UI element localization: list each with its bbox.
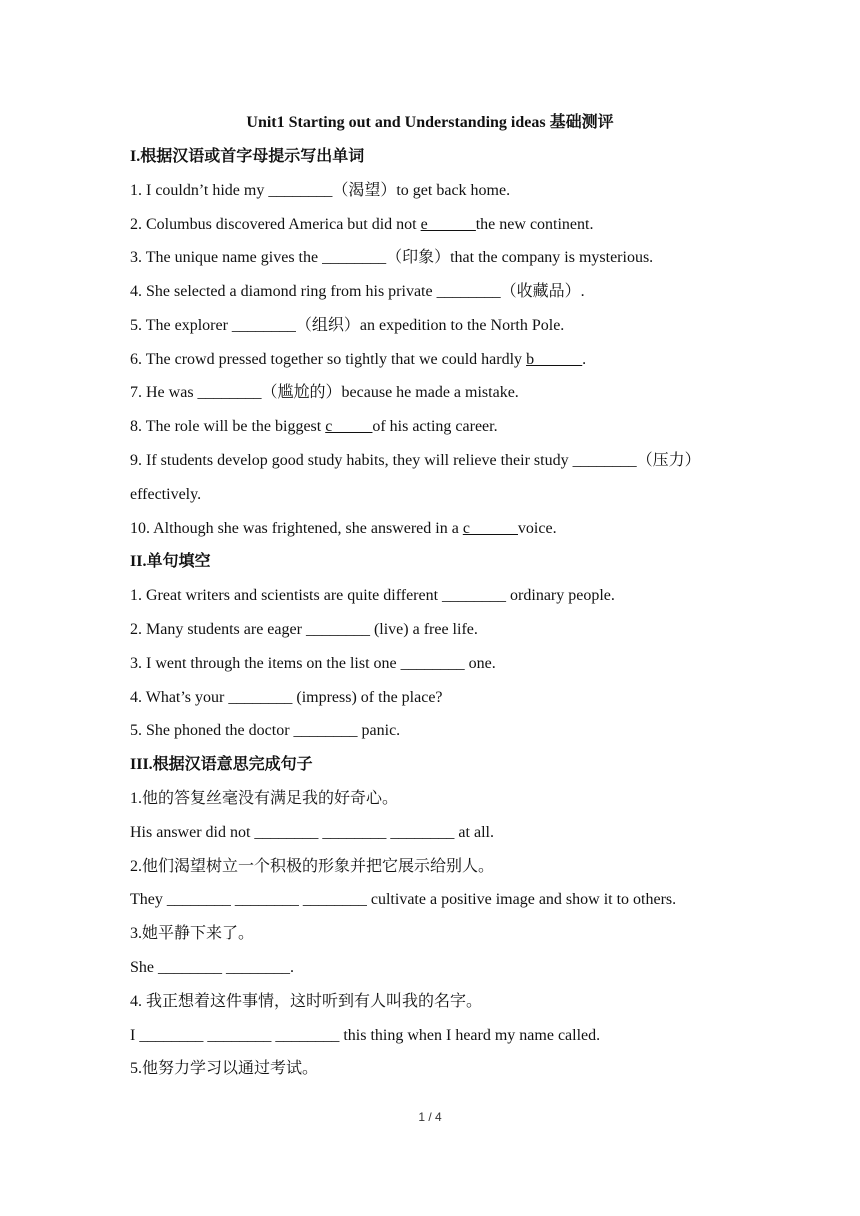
s2-item-2: 2. Many students are eager ________ (live) a free life.: [130, 621, 478, 638]
s1-item-2: [130, 214, 760, 236]
s2-item-5: 5. She phoned the doctor ________ panic.: [130, 722, 401, 739]
s2-item-1: 1. Great writers and scientists are quite different ________ ordinary people.: [130, 587, 615, 604]
s1-item-10-blank: c______: [462, 520, 518, 537]
s1-item-3: 3. The unique name gives the ________（印象）that the company is mysterious.: [130, 249, 654, 266]
s1-item-6-post: .: [582, 351, 587, 368]
s1-item-5: 5. The explorer ________（组织）an expedition to the North Pole.: [130, 317, 565, 334]
s1-item-10-pre: 10. Although she was frightened, she answered in a: [130, 520, 463, 537]
s1-item-1: 1. I couldn’t hide my ________（渴望）to get back home.: [130, 182, 511, 199]
s1-item-7: 7. He was ________（尴尬的）because he made a mistake.: [130, 384, 519, 401]
s1-item-8-blank: c_____: [325, 418, 373, 435]
s3-item-2-en: They ________ ________ ________ cultivate a positive image and show it to others.: [130, 891, 677, 908]
s3-item-1-en: His answer did not ________ ________ ________ at all.: [130, 824, 494, 841]
page-number: 1 / 4: [418, 1110, 442, 1124]
document-title: Unit1 Starting out and Understanding ideas 基础测评: [246, 114, 614, 131]
section-2-heading: II.单句填空: [130, 553, 211, 570]
s3-item-1-cn: 1.他的答复丝毫没有满足我的好奇心。: [130, 790, 399, 807]
s1-item-10-post: voice.: [517, 520, 557, 537]
section-1-heading: I.根据汉语或首字母提示写出单词: [130, 148, 365, 165]
s1-item-2-pre: 2. Columbus discovered America but did not: [130, 216, 421, 233]
s3-item-5-cn: 5.他努力学习以通过考试。: [130, 1060, 319, 1077]
section-3-heading: III.根据汉语意思完成句子: [130, 756, 313, 773]
s1-item-8-post: of his acting career.: [372, 418, 498, 435]
s1-item-8-pre: 8. The role will be the biggest: [130, 418, 326, 435]
s1-item-6-blank: b______: [526, 351, 583, 368]
s1-item-8: [130, 416, 760, 438]
s1-item-2-post: the new continent.: [475, 216, 594, 233]
s3-item-4-en: I ________ ________ ________ this thing when I heard my name called.: [130, 1027, 601, 1044]
s2-item-3: 3. I went through the items on the list one ________ one.: [130, 655, 496, 672]
s3-item-3-cn: 3.她平静下来了。: [130, 925, 255, 942]
s3-item-2-cn: 2.他们渴望树立一个积极的形象并把它展示给别人。: [130, 858, 495, 875]
s1-item-2-blank: e______: [420, 216, 476, 233]
s3-item-4-cn: 4. 我正想着这件事情，这时听到有人叫我的名字。: [130, 993, 483, 1010]
s1-item-9-continued: effectively.: [130, 486, 202, 503]
s3-item-3-en: She ________ ________.: [130, 959, 294, 976]
s1-item-4: 4. She selected a diamond ring from his private ________（收藏品）.: [130, 283, 585, 300]
s2-item-4: 4. What’s your ________ (impress) of the place?: [130, 689, 443, 706]
s1-item-9: 9. If students develop good study habits, they will relieve their study ________（压力）: [130, 452, 701, 469]
s1-item-10: [130, 518, 760, 540]
s1-item-6-pre: 6. The crowd pressed together so tightly that we could hardly: [130, 351, 527, 368]
s1-item-6: [130, 349, 760, 371]
